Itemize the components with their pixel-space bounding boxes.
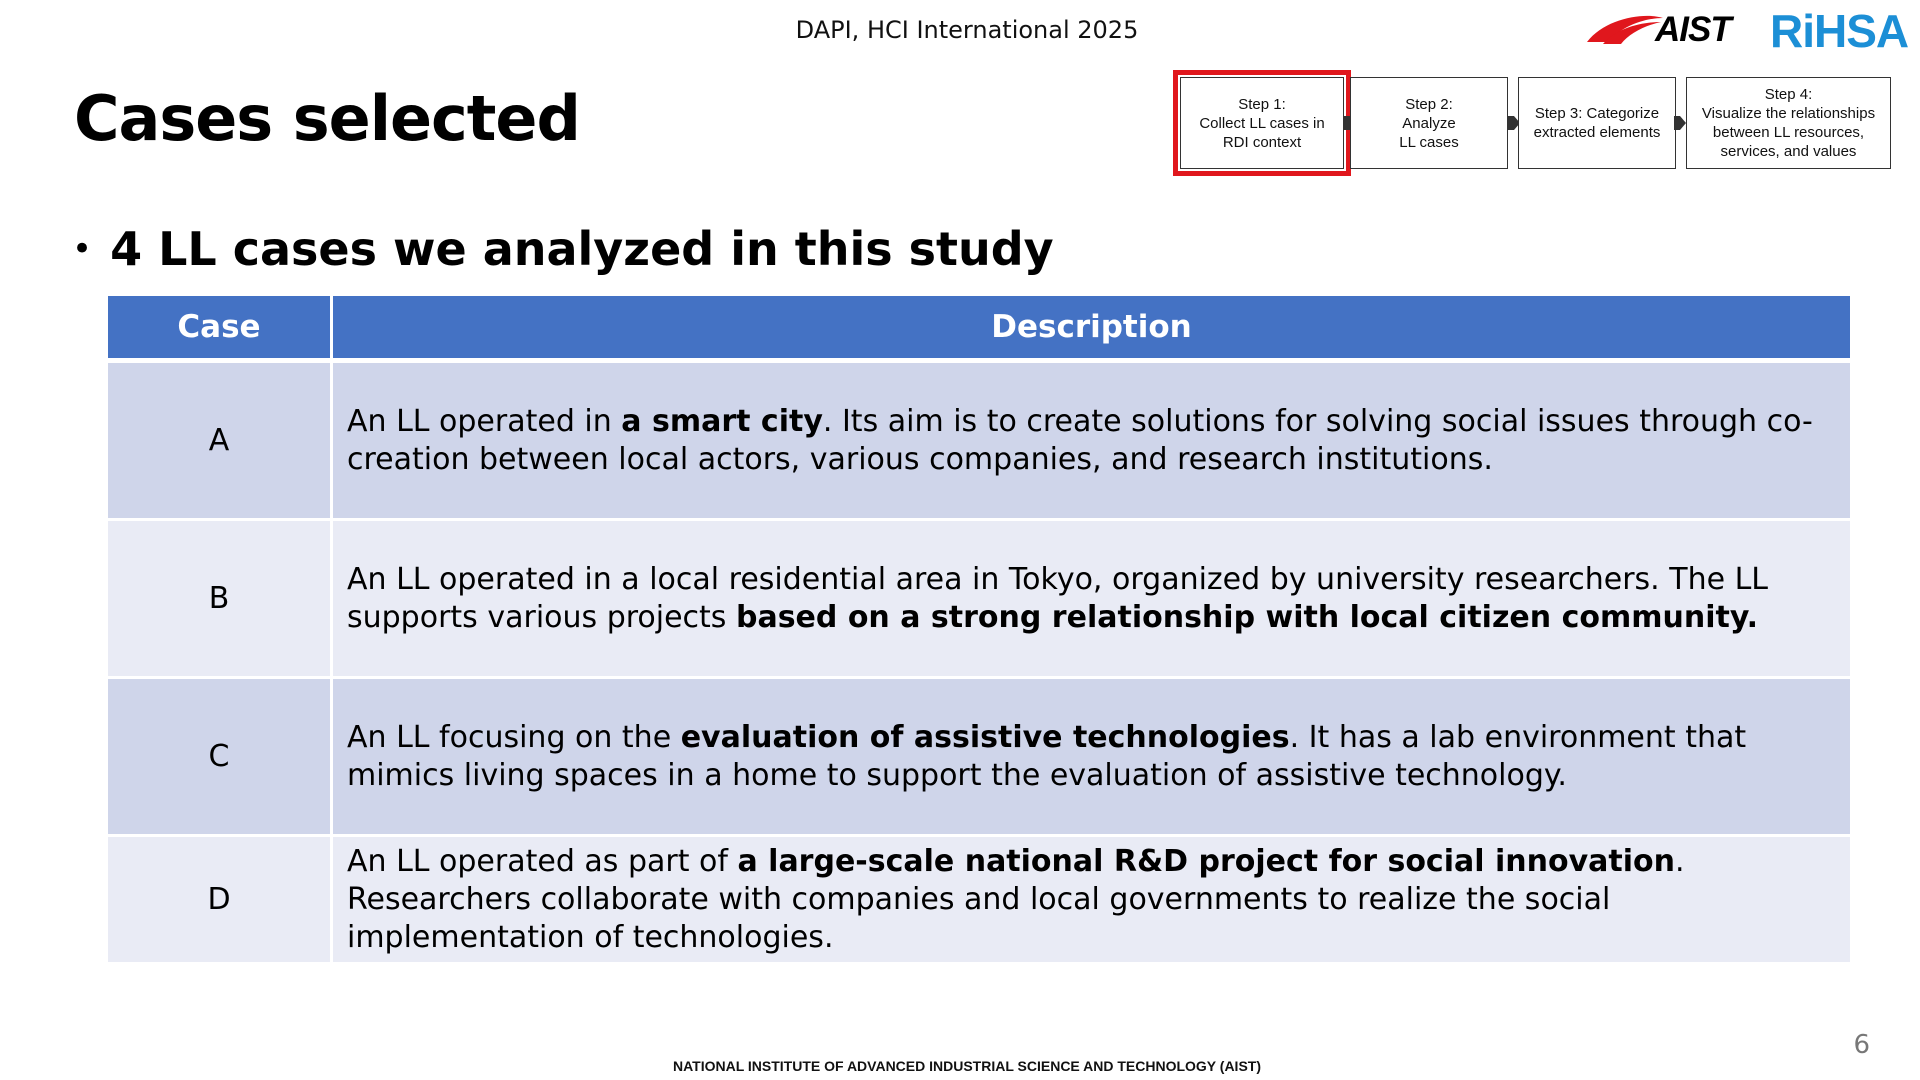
aist-swoosh-icon xyxy=(1585,8,1665,52)
process-step-3 xyxy=(1518,77,1676,169)
description-emphasis: a large-scale national R&D project for social innovation xyxy=(737,843,1675,879)
case-cell: D xyxy=(108,837,333,965)
description-emphasis: a smart city xyxy=(621,403,823,439)
table-row xyxy=(108,363,1850,521)
rihsa-logo: RiHSA xyxy=(1770,5,1909,57)
process-step-4-label: Step 4: Visualize the relationships between LL resources, services, and values xyxy=(1701,86,1876,160)
case-cell: A xyxy=(108,363,333,521)
column-header-case: Case xyxy=(108,296,333,363)
process-step-1-label: Step 1: Collect LL cases in RDI context xyxy=(1199,95,1325,151)
table-row xyxy=(108,679,1850,837)
description-text: . Its aim is to create solutions for solving social issues through co-creation between local actors, various companies, and research institutions. xyxy=(347,403,1813,477)
cases-table xyxy=(108,296,1850,965)
description-cell xyxy=(333,679,1850,837)
description-emphasis: based on a strong relationship with local citizen community. xyxy=(735,599,1759,635)
bullet-text: 4 LL cases we analyzed in this study xyxy=(110,222,1054,276)
description-text: An LL focusing on the xyxy=(347,719,681,755)
bullet-point xyxy=(72,222,1054,276)
description-text: An LL operated as part of xyxy=(347,843,738,879)
aist-wordmark: AIST xyxy=(1655,10,1731,49)
bullet-dot-icon: • xyxy=(72,229,93,269)
description-text: . It has a lab environment that mimics living spaces in a home to support the evaluation of assistive technology. xyxy=(347,719,1747,793)
conference-header: DAPI, HCI International 2025 xyxy=(795,16,1139,44)
column-header-description: Description xyxy=(333,296,1850,363)
page-number: 6 xyxy=(1853,1030,1870,1060)
description-emphasis: evaluation of assistive technologies xyxy=(680,719,1290,755)
process-step-4 xyxy=(1686,77,1891,169)
description-cell xyxy=(333,837,1850,965)
arrow-right-icon xyxy=(1674,112,1686,134)
aist-logo xyxy=(1585,8,1760,52)
case-cell: B xyxy=(108,521,333,679)
page-title: Cases selected xyxy=(74,82,580,155)
description-cell xyxy=(333,521,1850,679)
description-cell xyxy=(333,363,1850,521)
table-row xyxy=(108,837,1850,965)
case-cell: C xyxy=(108,679,333,837)
footer-organization: NATIONAL INSTITUTE OF ADVANCED INDUSTRIAL SCIENCE AND TECHNOLOGY (AIST) xyxy=(672,1058,1261,1074)
table-row xyxy=(108,521,1850,679)
process-step-1 xyxy=(1180,77,1344,169)
description-text: An LL operated in a local residential area in Tokyo, organized by university researchers. The LL supports various projects xyxy=(347,561,1769,635)
table-header-row xyxy=(108,296,1850,363)
process-step-3-label: Step 3: Categorize extracted elements xyxy=(1533,105,1661,141)
process-step-2 xyxy=(1350,77,1508,169)
description-text: . Researchers collaborate with companies and local governments to realize the social implementation of technologies. xyxy=(347,843,1685,955)
process-step-2-label: Step 2: Analyze LL cases xyxy=(1399,95,1459,151)
process-steps-diagram xyxy=(1170,70,1895,180)
description-text: An LL operated in xyxy=(347,403,622,439)
